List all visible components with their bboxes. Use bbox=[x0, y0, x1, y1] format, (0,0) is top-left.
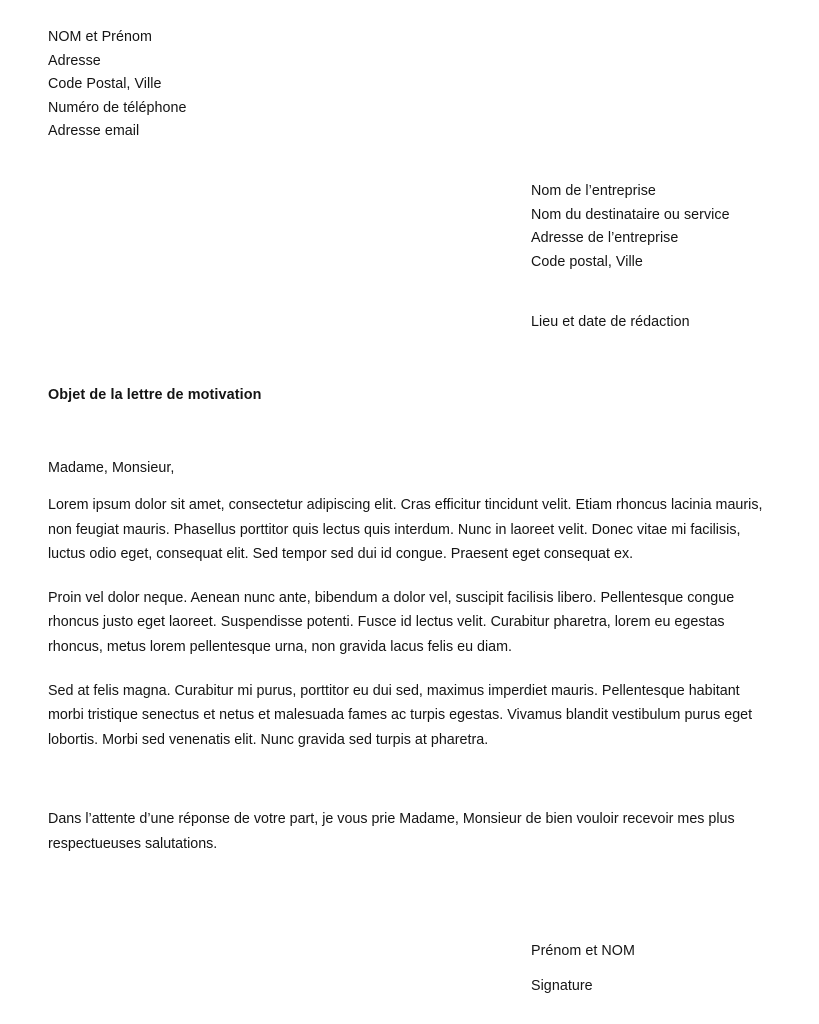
sender-line-name: NOM et Prénom bbox=[48, 29, 152, 45]
recipient-line-postal-city: Code postal, Ville bbox=[531, 253, 643, 270]
sender-address-block bbox=[48, 26, 186, 144]
recipient-line-address: Adresse de l’entreprise bbox=[531, 230, 679, 246]
sender-line-email: Adresse email bbox=[48, 123, 140, 139]
recipient-address-block bbox=[531, 180, 730, 274]
body-paragraph-1: Lorem ipsum dolor sit amet, consectetur adipiscing elit. Cras efficitur tincidunt velit. Etiam rhoncus lacinia mauris, non feugiat mauris. Phasellus porttitor quis lectus quis interdum. Nunc in laoreet velit. Donec vitae mi facilisis, luctus odio eget, consequat elit. Sed tempor sed dui id congue. Praesent eget consequat ex. bbox=[48, 497, 763, 563]
sender-line-phone: Numéro de téléphone bbox=[48, 99, 187, 116]
salutation: Madame, Monsieur, bbox=[48, 460, 175, 476]
sender-line-postal-city: Code Postal, Ville bbox=[48, 76, 162, 92]
signature-label: Signature bbox=[531, 978, 593, 994]
closing-paragraph: Dans l’attente d’une réponse de votre part, je vous prie Madame, Monsieur de bien vouloir recevoir mes plus respectueuses salutations. bbox=[48, 811, 735, 852]
subject-line: Objet de la lettre de motivation bbox=[48, 387, 262, 403]
signature-name: Prénom et NOM bbox=[531, 943, 635, 959]
place-and-date-line: Lieu et date de rédaction bbox=[531, 314, 690, 330]
letter-body bbox=[48, 493, 778, 771]
sender-line-address: Adresse bbox=[48, 52, 101, 69]
recipient-line-contact: Nom du destinataire ou service bbox=[531, 206, 730, 223]
recipient-line-company: Nom de l’entreprise bbox=[531, 183, 656, 199]
body-paragraph-3: Sed at felis magna. Curabitur mi purus, porttitor eu dui sed, maximus imperdiet mauris. Pellentesque habitant morbi tristique senectus et netus et malesuada fames ac turpis egestas. Vivamus blandit vestibulum purus eget lobortis. Morbi sed venenatis elit. Nunc gravida sed turpis at pharetra. bbox=[48, 682, 753, 748]
body-paragraph-2: Proin vel dolor neque. Aenean nunc ante, bibendum a dolor vel, suscipit facilisis libero. Pellentesque congue rhoncus justo eget laoreet. Suspendisse potenti. Fusce id lectus velit. Curabitur pharetra, lorem eu egestas rhoncus, metus lorem pellentesque urna, non gravida lacus felis eu diam. bbox=[48, 589, 735, 655]
